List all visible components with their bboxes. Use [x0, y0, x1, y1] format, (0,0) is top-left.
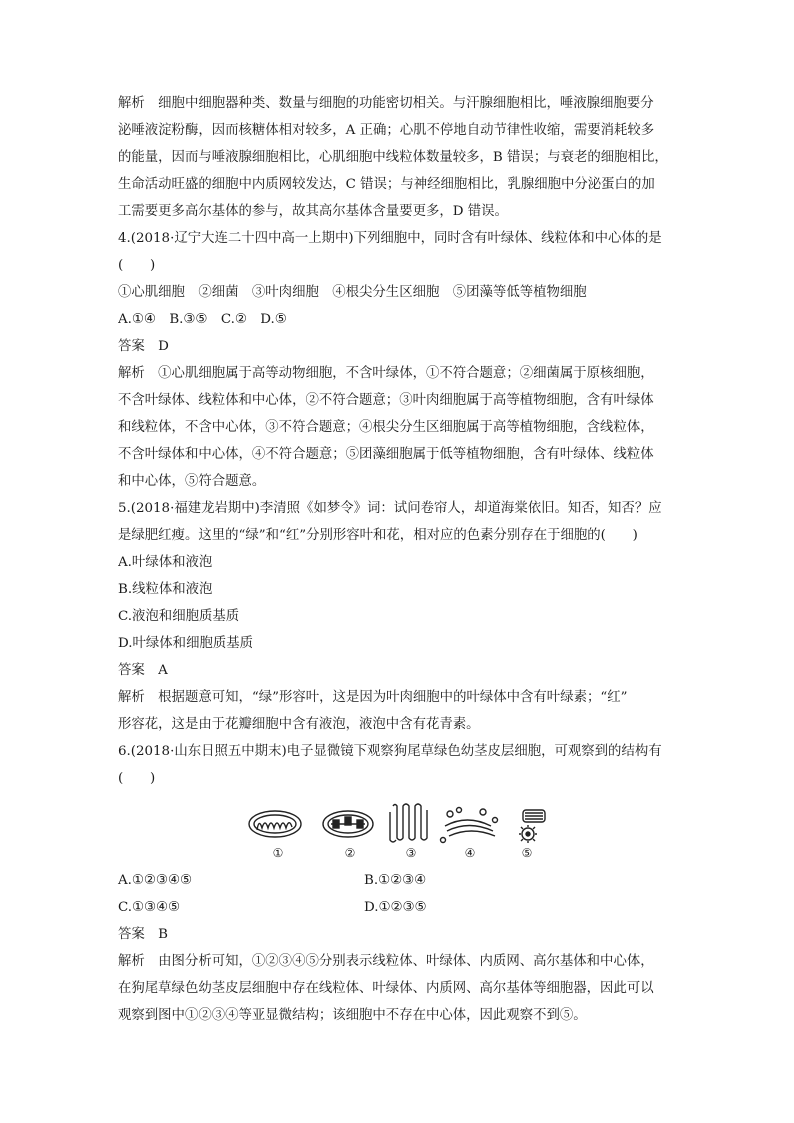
question-6-option-a: A.①②③④⑤: [118, 873, 192, 888]
answer-5: 答案 A: [118, 663, 168, 678]
question-5-stem-2: 是绿肥红瘦。这里的“绿”和“红”分别形容叶和花，相对应的色素分别存在于细胞的( ): [118, 528, 638, 543]
question-4-stem: 4.(2018·辽宁大连二十四中高一上期中)下列细胞中，同时含有叶绿体、线粒体和中心体的是: [118, 231, 662, 246]
analysis-3-line-5: 工需要更多高尔基体的参与，故其高尔基体含量要更多，D 错误。: [118, 204, 508, 219]
question-5-option-d: D.叶绿体和细胞质基质: [118, 636, 254, 651]
figure-label-4: ④: [464, 846, 476, 860]
figure-label-1: ①: [272, 846, 284, 860]
question-5-option-b: B.线粒体和液泡: [118, 582, 213, 597]
analysis-3-line-1: 解析 细胞中细胞器种类、数量与细胞的功能密切相关。与汗腺细胞相比，唾液腺细胞要分: [118, 96, 654, 111]
question-6-blank: ( ): [118, 771, 156, 786]
analysis-6-line-3: 观察到图中①②③④等亚显微结构；该细胞中不存在中心体，因此观察不到⑤。: [118, 1008, 587, 1023]
analysis-4-line-4: 不含叶绿体和中心体，④不符合题意；⑤团藻细胞属于低等植物细胞，含有叶绿体、线粒体: [118, 447, 654, 462]
chloroplast-drawing: [323, 811, 373, 837]
analysis-4-line-2: 不含叶绿体、线粒体和中心体，②不符合题意；③叶肉细胞属于高等植物细胞，含有叶绿体: [118, 393, 654, 408]
question-4-blank: ( ): [118, 258, 156, 273]
figure-label-3: ③: [405, 846, 417, 860]
analysis-3-line-4: 生命活动旺盛的细胞中内质网较发达，C 错误；与神经细胞相比，乳腺细胞中分泌蛋白的加: [118, 177, 655, 192]
question-6-option-d: D.①②③⑤: [364, 900, 427, 915]
question-5-option-c: C.液泡和细胞质基质: [118, 609, 240, 624]
question-6-stem: 6.(2018·山东日照五中期末)电子显微镜下观察狗尾草绿色幼茎皮层细胞，可观察到的结构有: [118, 744, 662, 759]
analysis-5-line-2: 形容花，这是由于花瓣细胞中含有液泡，液泡中含有花青素。: [118, 717, 480, 732]
question-5-option-a: A.叶绿体和液泡: [118, 555, 213, 570]
question-4-options: A.①④ B.③⑤ C.② D.⑤: [118, 312, 287, 327]
question-6-option-c: C.①③④⑤: [118, 900, 181, 915]
analysis-3-line-3: 的能量，因而与唾液腺细胞相比，心肌细胞中线粒体数量较多，B 错误；与衰老的细胞相比，: [118, 150, 668, 165]
analysis-6-line-2: 在狗尾草绿色幼茎皮层细胞中存在线粒体、叶绿体、内质网、高尔基体等细胞器，因此可以: [118, 981, 654, 996]
answer-4: 答案 D: [118, 339, 169, 354]
golgi-apparatus-drawing: [441, 808, 498, 843]
analysis-3-line-2: 泌唾液淀粉酶，因而核糖体相对较多，A 正确；心肌不停地自动节律性收缩，需要消耗较多: [118, 123, 655, 138]
figure-label-2: ②: [344, 846, 356, 860]
analysis-6-line-1: 解析 由图分析可知，①②③④⑤分别表示线粒体、叶绿体、内质网、高尔基体和中心体，: [118, 954, 654, 969]
analysis-5-line-1: 解析 根据题意可知，“绿”形容叶，这是因为叶肉细胞中的叶绿体中含有叶绿素；“红”: [118, 690, 628, 705]
mitochondrion-drawing: [249, 811, 301, 837]
endoplasmic-reticulum-drawing: [390, 804, 427, 842]
question-5-stem-1: 5.(2018·福建龙岩期中)李清照《如梦令》词：试问卷帘人，却道海棠依旧。知否，知否？应: [118, 501, 662, 516]
analysis-4-line-3: 和线粒体，不含中心体，③不符合题意；④根尖分生区细胞属于高等植物细胞，含线粒体，: [118, 420, 654, 435]
figure-label-5: ⑤: [521, 846, 533, 860]
organelle-figure: [245, 800, 555, 870]
answer-6: 答案 B: [118, 927, 169, 942]
analysis-4-line-5: 和中心体，⑤符合题意。: [118, 474, 266, 489]
analysis-4-line-1: 解析 ①心肌细胞属于高等动物细胞，不含叶绿体，①不符合题意；②细菌属于原核细胞，: [118, 366, 654, 381]
question-6-option-b: B.①②③④: [364, 873, 427, 888]
centrosome-drawing: [519, 810, 545, 843]
question-4-items: ①心肌细胞 ②细菌 ③叶肉细胞 ④根尖分生区细胞 ⑤团藻等低等植物细胞: [118, 285, 587, 300]
